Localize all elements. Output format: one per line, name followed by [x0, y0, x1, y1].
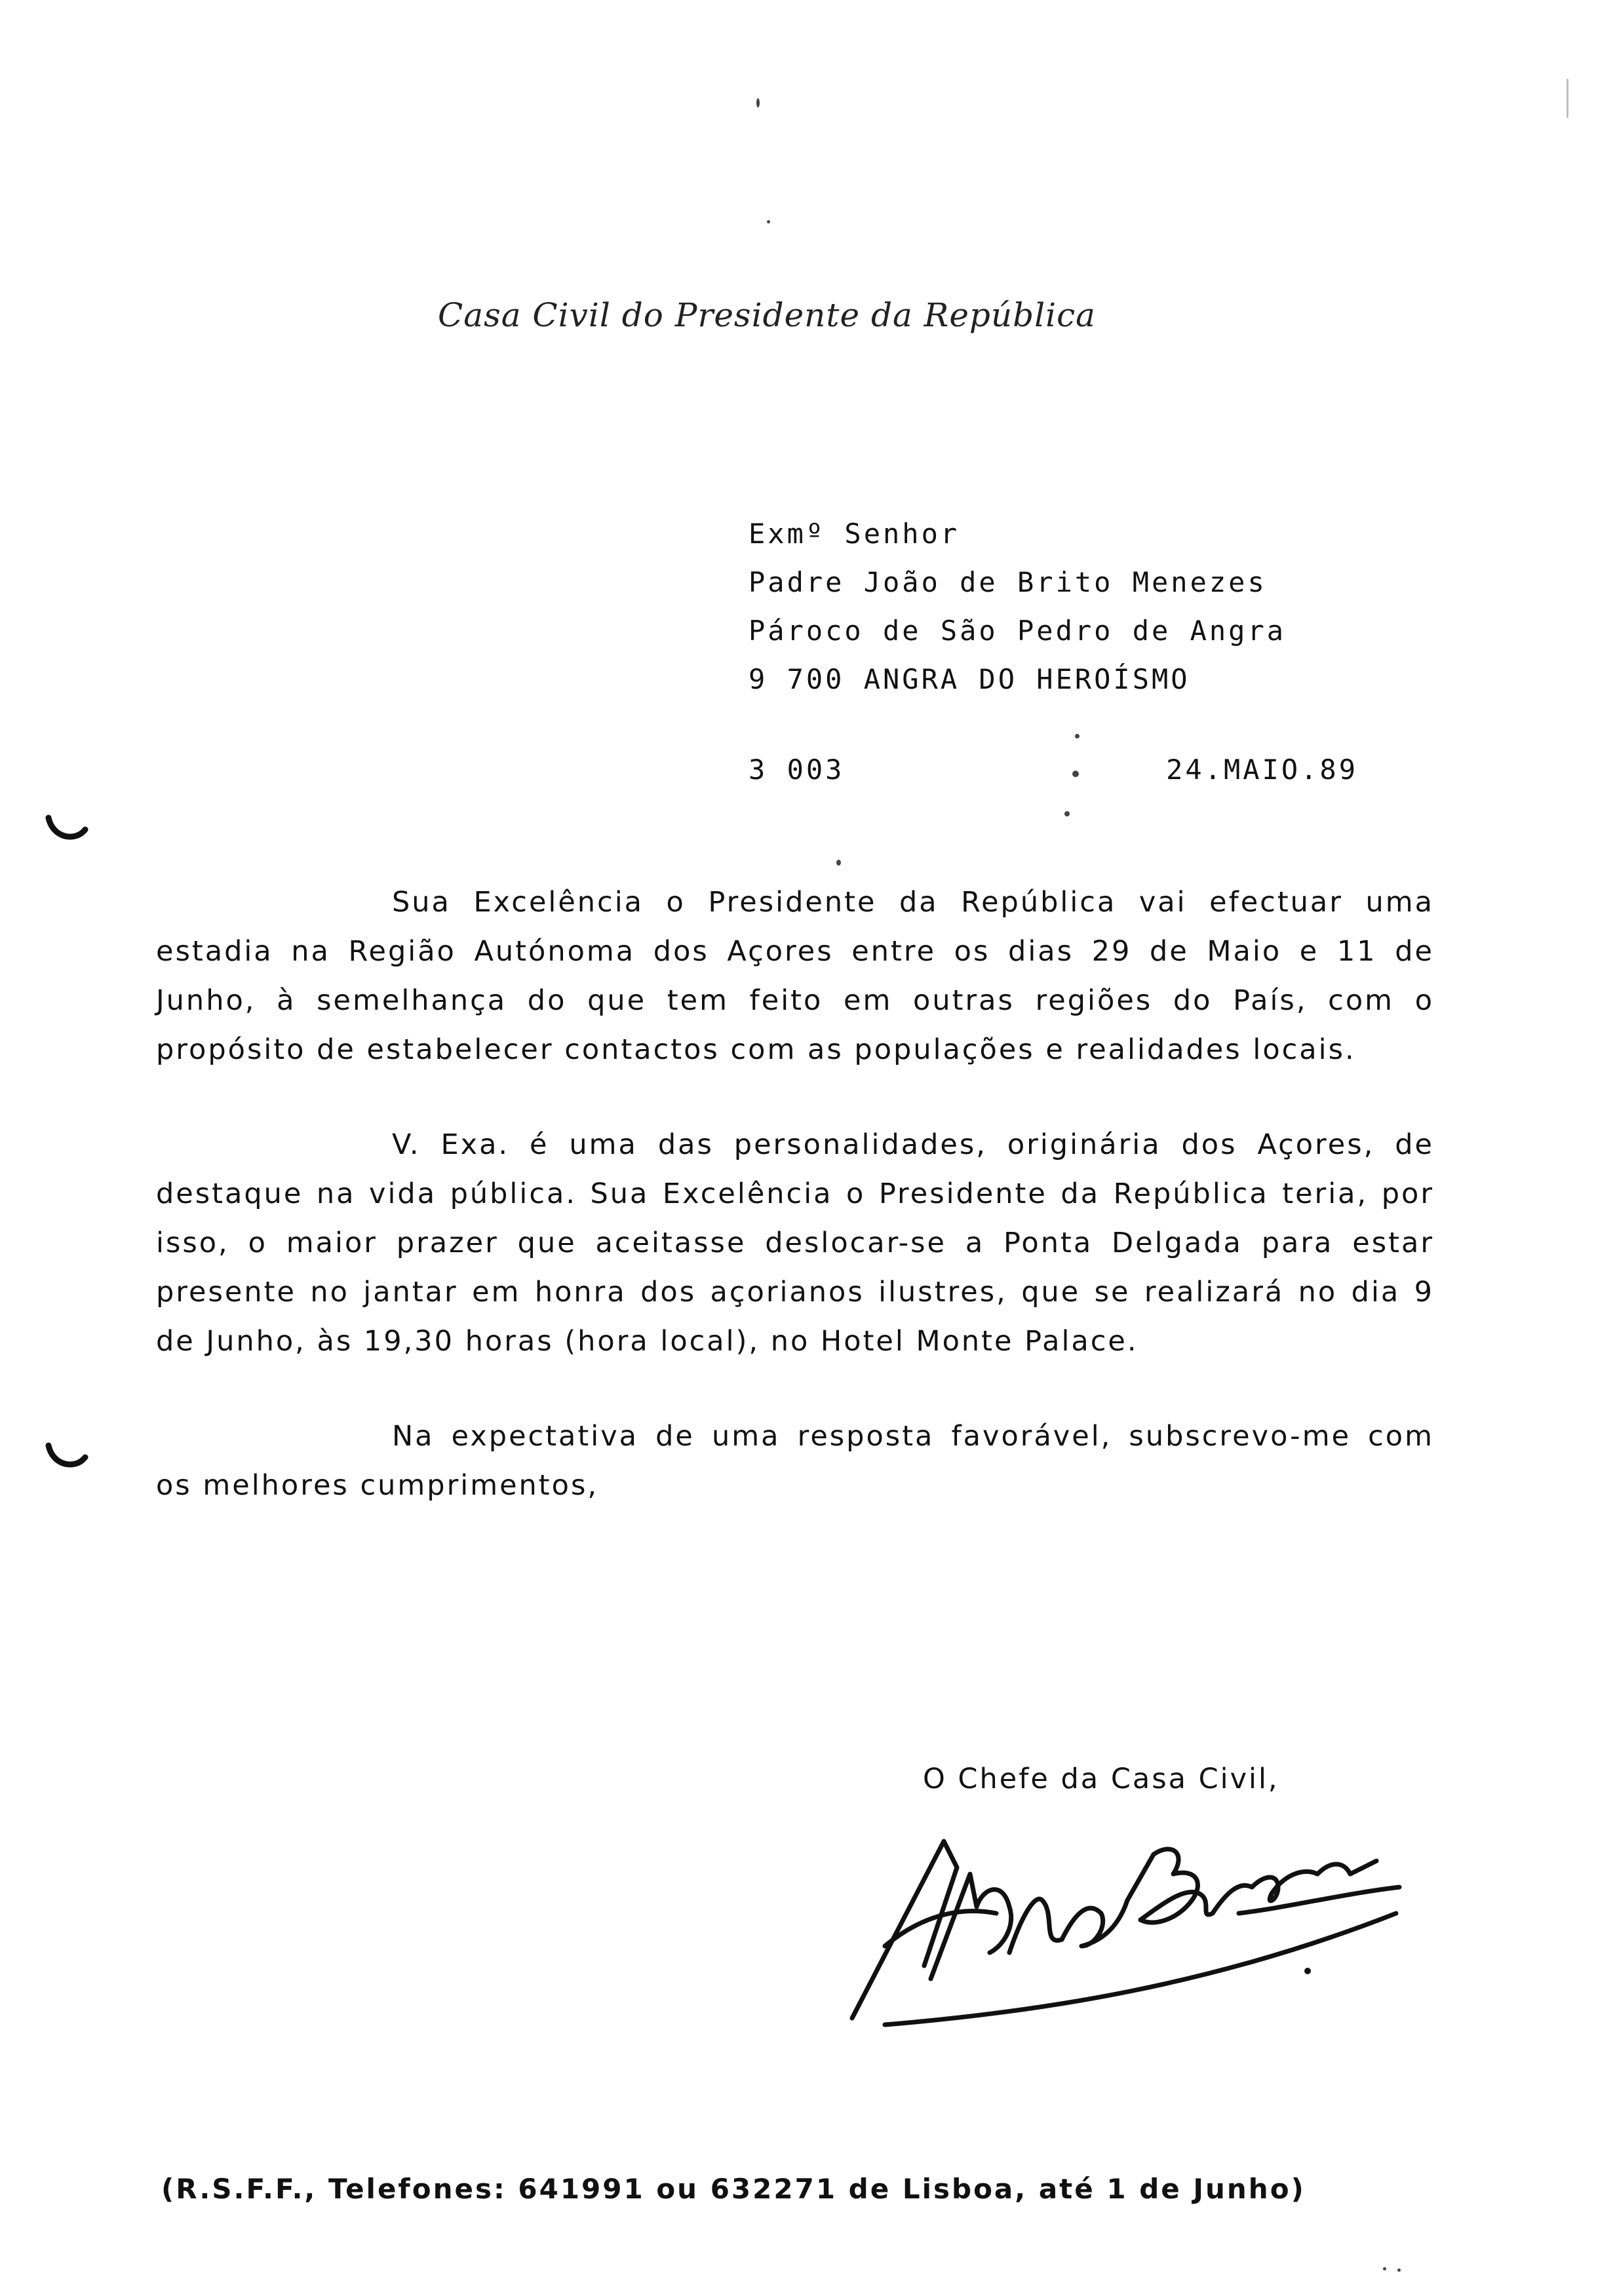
recipient-salutation: Exmº Senhor: [749, 518, 960, 550]
body-paragraph: V. Exa. é uma das personalidades, originária dos Açores, de destaque na vida pública. Sua Excelência o Presidente da República teria, por isso, o maior prazer que aceitasse deslocar-se a Ponta Delgada para estar presente no jantar em honra dos açorianos ilustres, que se realizará no dia 9 de Junho, às 19,30 horas (hora local), no Hotel Monte Palace.: [156, 1128, 1434, 1358]
letter-body: [156, 878, 1434, 1556]
recipient-address: [749, 510, 1286, 704]
body-paragraph: Sua Excelência o Presidente da República vai efectuar uma estadia na Região Autónoma dos Açores entre os dias 29 de Maio e 11 de Junho, à semelhança do que tem feito em outras regiões do País, com o propósito de estabelecer contactos com as populações e realidades locais.: [156, 886, 1434, 1066]
handwritten-signature: [846, 1815, 1409, 2031]
ink-speck: [1397, 2268, 1401, 2272]
ink-speck: [1075, 734, 1080, 738]
recipient-city: 9 700 ANGRA DO HEROÍSMO: [749, 663, 1190, 695]
ink-speck: [756, 98, 760, 107]
ink-speck: [1383, 2267, 1386, 2270]
punch-hole-mark: [43, 811, 89, 844]
footer-note: (R.S.F.F., Telefones: 641991 ou 632271 de Lisboa, até 1 de Junho): [161, 2173, 1306, 2205]
ink-speck: [767, 220, 770, 223]
recipient-title: Pároco de São Pedro de Angra: [749, 615, 1287, 647]
letterhead: Casa Civil do Presidente da República: [438, 296, 1096, 334]
recipient-name: Padre João de Brito Menezes: [749, 566, 1267, 598]
reference-row: [749, 754, 1358, 799]
ink-speck: [1064, 811, 1070, 816]
ink-speck: [1072, 771, 1079, 777]
ink-speck: [836, 860, 841, 866]
body-paragraph: Na expectativa de uma resposta favorável, subscrevo-me com os melhores cumprimentos,: [156, 1420, 1434, 1502]
closing-line: O Chefe da Casa Civil,: [923, 1763, 1279, 1795]
punch-hole-mark: [43, 1439, 89, 1472]
reference-number: 3 003: [749, 754, 845, 786]
letter-date: 24.MAIO.89: [1166, 754, 1358, 786]
ink-speck: [1566, 79, 1568, 118]
